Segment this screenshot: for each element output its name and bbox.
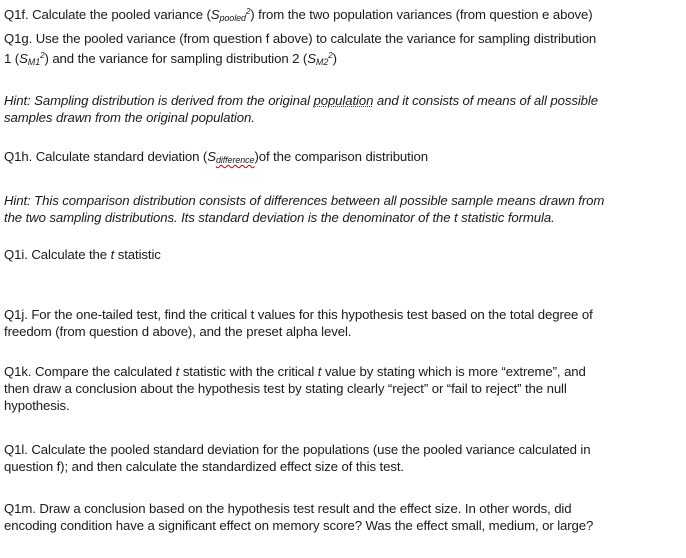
hint2-line-2: the two sampling distributions. Its standard deviation is the denominator of the t statistic formula.: [4, 210, 555, 225]
q1i-line: Q1i. Calculate the t statistic: [4, 247, 161, 262]
sm1-symbol: $S_{M1}^2$: [19, 51, 45, 67]
q1g-line-1: Q1g. Use the pooled variance (from question f above) to calculate the variance for sampling distribution: [4, 31, 597, 46]
s-difference-symbol: $S_{difference}$: [207, 149, 255, 165]
pooled-variance-symbol: $S_{pooled}^2$: [210, 7, 251, 23]
q1l-line-1: Q1l. Calculate the pooled standard deviation for the populations (use the pooled variance calculated in: [4, 442, 591, 457]
population-word: population: [313, 93, 374, 108]
q1k-line-3: hypothesis.: [4, 398, 70, 413]
q1l-line-2: question f); and then calculate the standardized effect size of this test.: [4, 459, 404, 474]
q1f-text: Q1f. Calculate the pooled variance (: [4, 7, 211, 22]
hint1-line-1: Hint: Sampling distribution is derived from the original population and it consists of means of all possible: [4, 93, 598, 108]
q1j-line-1: Q1j. For the one-tailed test, find the critical t values for this hypothesis test based on the total degree of: [4, 307, 593, 322]
q1m-line-2: encoding condition have a significant effect on memory score? Was the effect small, medium, or large?: [4, 518, 594, 533]
hint1-line-2: samples drawn from the original population.: [4, 110, 255, 125]
q1k-line-2: then draw a conclusion about the hypothesis test by stating clearly “reject” or “fail to reject” the null: [4, 381, 567, 396]
q1h-line: Q1h. Calculate standard deviation $(S_{difference})of$ the comparison distribution: [4, 149, 429, 165]
q1g-line-2: 1 $(S_{M1}^2)$ and the variance for sampling distribution 2 $(S_{M2}^2)$: [4, 51, 337, 67]
q1k-line-1: Q1k. Compare the calculated t statistic with the critical t value by stating which is more “extreme”, and: [4, 364, 586, 379]
q1f-line: [4, 3, 593, 27]
q1m-line-1: Q1m. Draw a conclusion based on the hypothesis test result and the effect size. In other words, did: [4, 501, 572, 516]
q1j-line-2: freedom (from question d above), and the preset alpha level.: [4, 324, 352, 339]
sm2-symbol: $S_{M2}^2$: [307, 51, 333, 67]
q1f-text-end: ) from the two population variances (from question e above): [250, 7, 593, 22]
hint2-line-1: Hint: This comparison distribution consists of differences between all possible sample means drawn from: [4, 193, 605, 208]
